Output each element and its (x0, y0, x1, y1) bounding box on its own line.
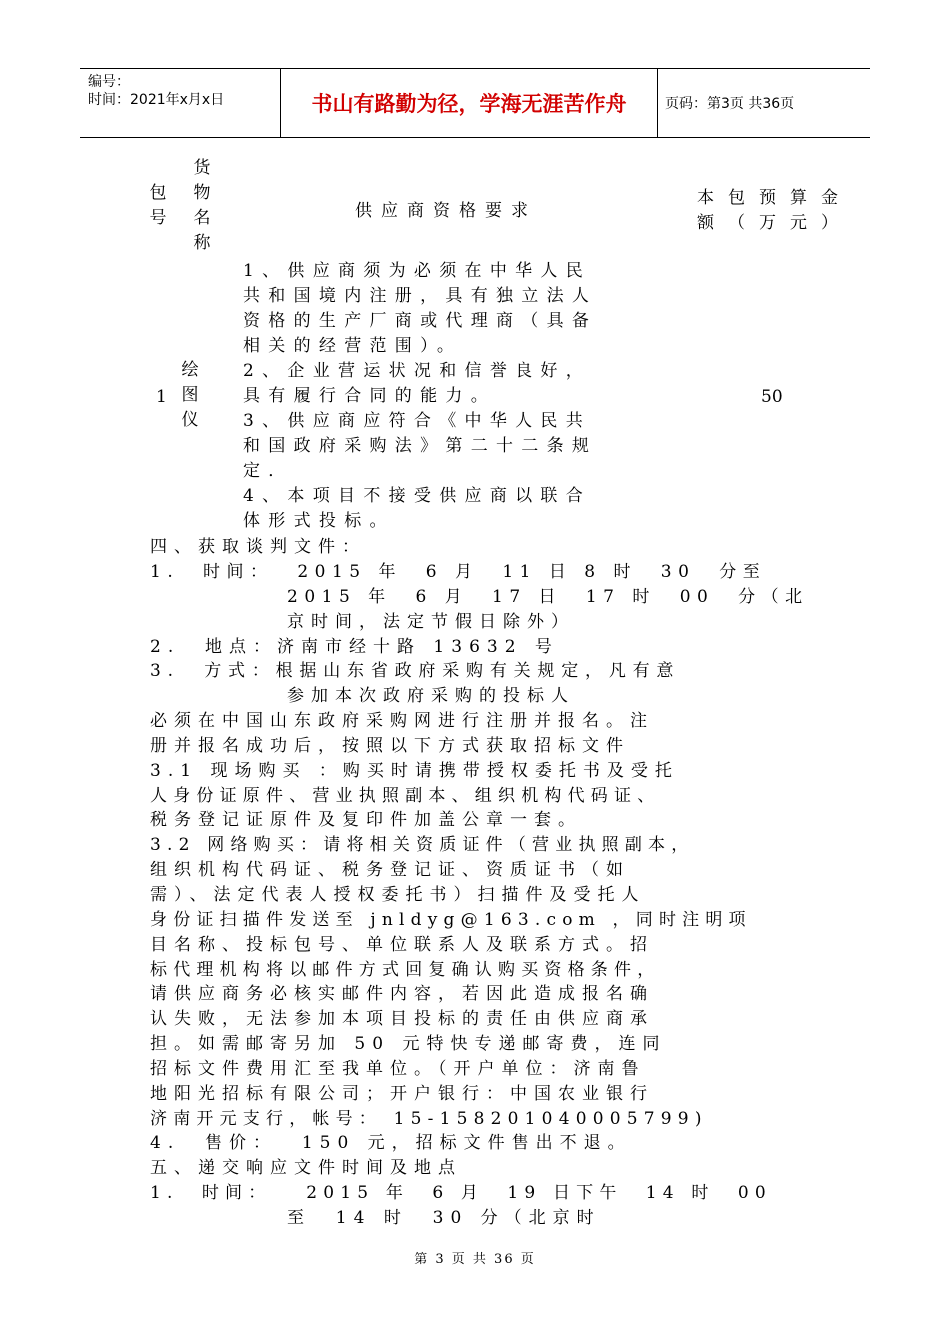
requirement-line: 定． (243, 461, 294, 481)
body-line: 4. 售价： 150 元，招标文件售出不退。 (150, 1133, 632, 1153)
header-page-label: 页码：第3页 共36页 (665, 96, 795, 112)
date-label: 时间：2021年x月x日 (88, 92, 225, 108)
body-line: 2. 地点：济南市经十路 13632 号 (150, 637, 559, 657)
body-line: 2015 年 6 月 17 日 17 时 00 分（北 (287, 587, 809, 607)
body-line: 认失败，无法参加本项目投标的责任由供应商承 (150, 1009, 654, 1029)
header-meta (80, 69, 281, 137)
body-line: 标代理机构将以邮件方式回复确认购买资格条件， (150, 960, 661, 980)
body-line: 册并报名成功后，按照以下方式获取招标文件 (150, 736, 630, 756)
col-package-header: 包 号 (149, 183, 167, 228)
requirement-line: 1、供应商须为必须在中华人民 (243, 261, 592, 281)
body-line: 担。如需邮寄另加 50 元特快专递邮寄费，连同 (150, 1034, 667, 1054)
body-line: 招标文件费用汇至我单位。（开户单位：济南鲁 (150, 1059, 646, 1079)
number-label: 编号： (88, 74, 130, 90)
body-line: 济南开元支行，帐号： 15-158201040005799) (150, 1109, 708, 1129)
requirement-line: 2、企业营运状况和信誉良好， (243, 361, 592, 381)
body-line: 必须在中国山东政府采购网进行注册并报名。注 (150, 711, 654, 731)
requirement-line: 相关的经营范围）。 (243, 336, 463, 356)
body-line: 人身份证原件、营业执照副本、组织机构代码证、 (150, 786, 661, 806)
col-requirements-header: 供应商资格要求 (355, 201, 537, 221)
body-line: 组织机构代码证、税务登记证、资质证书（如 (150, 860, 630, 880)
body-line: 税务登记证原件及复印件加盖公章一套。 (150, 810, 582, 830)
row-package-number: 1 (156, 387, 174, 407)
requirement-line: 共和国境内注册，具有独立法人 (243, 286, 598, 306)
body-line: 3.2 网络购买：请将相关资质证件（营业执照副本， (150, 835, 695, 855)
requirement-line: 具有履行合同的能力。 (243, 386, 496, 406)
body-line: 地阳光招标有限公司；开户银行：中国农业银行 (150, 1084, 654, 1104)
row-budget: 50 (761, 387, 783, 407)
document-header (80, 68, 870, 138)
requirement-line: 体形式投标。 (243, 511, 395, 531)
header-motto: 书山有路勤为径，学海无涯苦作舟 (281, 69, 658, 137)
section-heading: 四、获取谈判文件： (150, 537, 366, 557)
requirement-line: 资格的生产厂商或代理商（具备 (243, 311, 598, 331)
requirement-line: 4、本项目不接受供应商以联合 (243, 486, 592, 506)
body-line: 1. 时间： 2015 年 6 月 19 日下午 14 时 00 (150, 1183, 772, 1203)
body-line: 1. 时间： 2015 年 6 月 11 日 8 时 30 分至 (150, 562, 767, 582)
body-line: 3.1 现场购买 ：购买时请携带授权委托书及受托 (150, 761, 679, 781)
body-line: 身份证扫描件发送至 jnldyg@163.com ，同时注明项 (150, 910, 752, 930)
page-footer: 第 3 页 共 36 页 (414, 1252, 536, 1267)
row-requirements (243, 259, 597, 534)
body-line: 京时间，法定节假日除外） (287, 612, 575, 632)
section-heading: 五、递交响应文件时间及地点 (150, 1158, 462, 1178)
body-line: 目名称、投标包号、单位联系人及联系方式。招 (150, 935, 654, 955)
body-line: 需）、法定代表人授权委托书）扫描件及受托人 (150, 885, 646, 905)
col-budget-header: 本包预算金 额（万元） (697, 188, 852, 233)
col-goods-header: 货 物 名 称 (193, 158, 211, 253)
body-line: 3. 方式：根据山东省政府采购有关规定，凡有意 (150, 661, 681, 681)
requirement-line: 和国政府采购法》第二十二条规 (243, 436, 598, 456)
body-line: 请供应商务必核实邮件内容，若因此造成报名确 (150, 984, 654, 1004)
body-line: 参加本次政府采购的投标人 (287, 686, 575, 706)
requirement-line: 3、供应商应符合《中华人民共 (243, 411, 592, 431)
body-line: 至 14 时 30 分（北京时 (287, 1208, 601, 1228)
row-goods-name: 绘 图 仪 (181, 360, 199, 430)
